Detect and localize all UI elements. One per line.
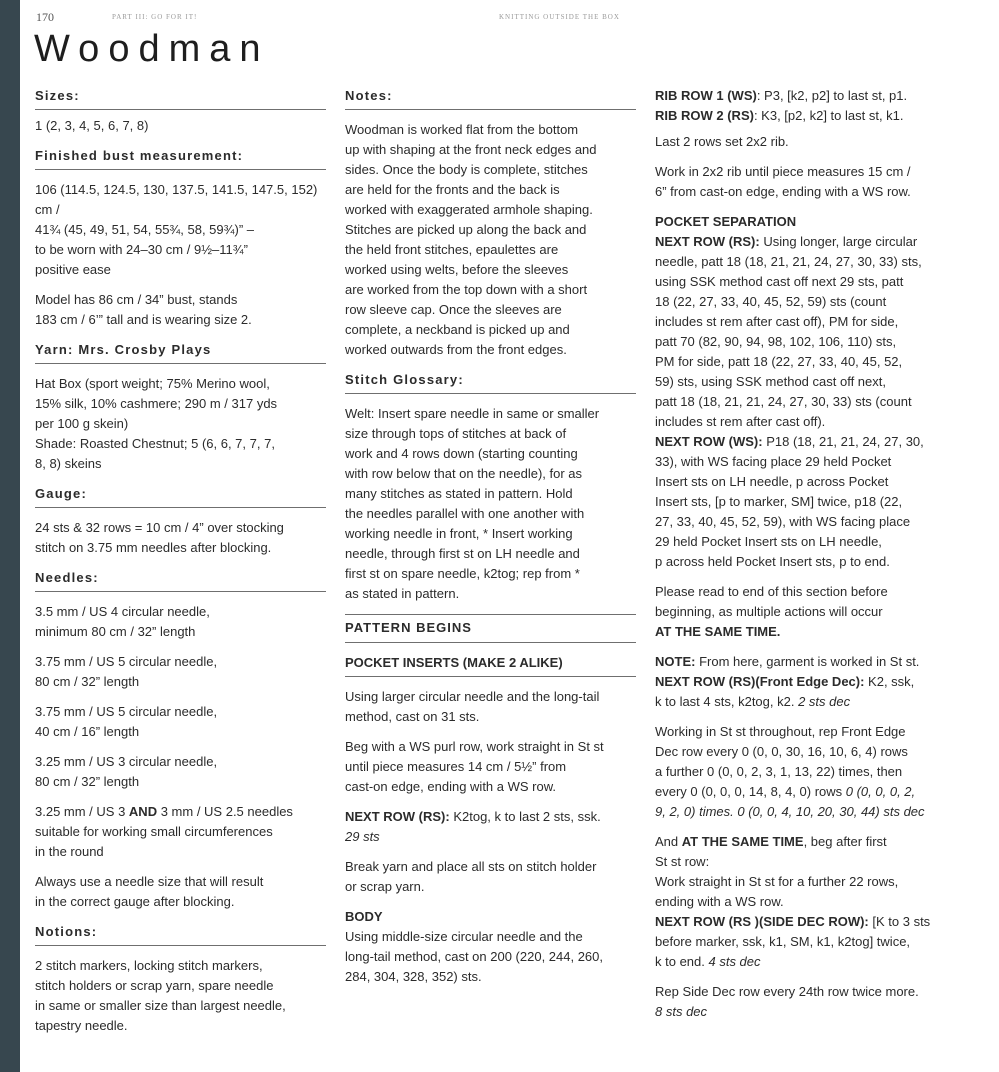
stitch-count: 2 sts dec bbox=[798, 694, 851, 709]
notions-section bbox=[35, 922, 326, 1036]
text-line: patt 18 (18, 21, 21, 24, 27, 30, 33) sts (count bbox=[655, 394, 912, 409]
text-fragment: P18 (18, 21, 21, 24, 27, 30, bbox=[762, 434, 924, 449]
text-line: Hat Box (sport weight; 75% Merino wool, bbox=[35, 376, 270, 391]
text-line: 106 (114.5, 124.5, 130, 137.5, 141.5, 147.5, 152) cm / bbox=[35, 182, 318, 217]
text-line: the needles parallel with one another with bbox=[345, 506, 585, 521]
text-line: 3.75 mm / US 5 circular needle, bbox=[35, 654, 218, 669]
text-line: 183 cm / 6’” tall and is wearing size 2. bbox=[35, 312, 252, 327]
text-line bbox=[345, 807, 636, 827]
text-line bbox=[655, 232, 949, 252]
text-line: 33), with WS facing place 29 held Pocket bbox=[655, 454, 892, 469]
text-line bbox=[35, 802, 326, 822]
text-line: Work straight in St st for a further 22 rows, bbox=[655, 874, 899, 889]
text-line: Please read to end of this section before bbox=[655, 584, 888, 599]
text-line: 284, 304, 328, 352) sts. bbox=[345, 969, 482, 984]
pattern-title: Woodman bbox=[34, 28, 270, 70]
text-line: 41¾ (45, 49, 51, 54, 55¾, 58, 59¾)” – bbox=[35, 222, 254, 237]
text-line: stitch holders or scrap yarn, spare needle bbox=[35, 978, 274, 993]
text-line: needle, patt 18 (18, 21, 21, 24, 27, 30, 33) sts, bbox=[655, 254, 922, 269]
text-line: size through tops of stitches at back of bbox=[345, 426, 567, 441]
text-fragment: K2, ssk, bbox=[864, 674, 915, 689]
text-line: as stated in pattern. bbox=[345, 586, 460, 601]
text-line: 24 sts & 32 rows = 10 cm / 4” over stocking bbox=[35, 520, 284, 535]
text-fragment: : K3, [p2, k2] to last st, k1. bbox=[753, 108, 904, 123]
row-label: NEXT ROW (RS )(SIDE DEC ROW): bbox=[655, 914, 869, 929]
row-label: NEXT ROW (WS): bbox=[655, 434, 763, 449]
text-line: first st on spare needle, k2tog; rep from * bbox=[345, 566, 580, 581]
stitch-count: 8 sts dec bbox=[655, 1004, 708, 1019]
text-fragment: Using longer, large circular bbox=[759, 234, 918, 249]
text-line: 80 cm / 32” length bbox=[35, 674, 140, 689]
text-line: are held for the fronts and the back is bbox=[345, 182, 560, 197]
text-line: Stitches are picked up along the back and bbox=[345, 222, 587, 237]
column-instructions-2 bbox=[655, 86, 949, 1032]
text-line: AT THE SAME TIME. bbox=[655, 624, 781, 639]
text-line bbox=[655, 672, 949, 692]
gauge-section bbox=[35, 484, 326, 558]
row-label: NEXT ROW (RS): bbox=[655, 234, 760, 249]
text-line: 15% silk, 10% cashmere; 290 m / 317 yds bbox=[35, 396, 278, 411]
running-header-book: KNITTING OUTSIDE THE BOX bbox=[499, 13, 620, 21]
text-line bbox=[655, 106, 949, 126]
sizes-text: 1 (2, 3, 4, 5, 6, 7, 8) bbox=[35, 118, 149, 133]
column-instructions-1 bbox=[345, 86, 636, 987]
text-fragment: From here, garment is worked in St st. bbox=[695, 654, 920, 669]
notes-heading: Notes: bbox=[345, 86, 636, 110]
text-line: 29 held Pocket Insert sts on LH needle, bbox=[655, 534, 882, 549]
text-line: long-tail method, cast on 200 (220, 244, 260, bbox=[345, 949, 604, 964]
stitch-count: 29 sts bbox=[345, 829, 380, 844]
text-fragment: k to last 4 sts, k2tog, k2. bbox=[655, 694, 799, 709]
text-line: Using larger circular needle and the long-tail bbox=[345, 689, 600, 704]
glossary-heading: Stitch Glossary: bbox=[345, 370, 636, 394]
needles-section bbox=[35, 568, 326, 912]
bust-section bbox=[35, 146, 326, 330]
needles-heading: Needles: bbox=[35, 568, 326, 592]
text-line bbox=[655, 782, 949, 802]
text-line: 59) sts, using SSK method cast off next, bbox=[655, 374, 886, 389]
page-number: 170 bbox=[36, 10, 54, 24]
row-label: RIB ROW 1 (WS) bbox=[655, 88, 757, 103]
text-line: 9, 2, 0) times. 0 (0, 0, 4, 10, 20, 30, 44) sts dec bbox=[655, 804, 925, 819]
text-line: in the round bbox=[35, 844, 104, 859]
text-line: using SSK method cast off next 29 sts, patt bbox=[655, 274, 904, 289]
pocket-separation-section bbox=[655, 212, 949, 572]
text-line: Dec row every 0 (0, 0, 30, 16, 10, 6, 4) rows bbox=[655, 744, 908, 759]
text-line: Insert sts, [p to marker, SM] twice, p18 (22, bbox=[655, 494, 903, 509]
sizes-heading: Sizes: bbox=[35, 86, 326, 110]
text-line: Break yarn and place all sts on stitch holder bbox=[345, 859, 597, 874]
text-line: p across held Pocket Insert sts, p to end. bbox=[655, 554, 890, 569]
text-fragment: every 0 (0, 0, 0, 14, 8, 4, 0) rows bbox=[655, 784, 846, 799]
text-fragment: 3.25 mm / US 3 bbox=[35, 804, 129, 819]
yarn-heading: Yarn: Mrs. Crosby Plays bbox=[35, 340, 326, 364]
row-label: RIB ROW 2 (RS) bbox=[655, 108, 754, 123]
text-fragment: k to end. bbox=[655, 954, 709, 969]
text-line: stitch on 3.75 mm needles after blocking. bbox=[35, 540, 272, 555]
text-line: Welt: Insert spare needle in same or smaller bbox=[345, 406, 600, 421]
text-line: patt 70 (82, 90, 94, 98, 102, 106, 110) sts, bbox=[655, 334, 897, 349]
notes-section bbox=[345, 86, 636, 360]
book-spine-bar bbox=[0, 0, 20, 1072]
text-line: suitable for working small circumferences bbox=[35, 824, 273, 839]
text-line: Working in St st throughout, rep Front Edge bbox=[655, 724, 906, 739]
text-fragment: 3 mm / US 2.5 needles bbox=[157, 804, 293, 819]
notions-heading: Notions: bbox=[35, 922, 326, 946]
text-line: minimum 80 cm / 32” length bbox=[35, 624, 196, 639]
rib-set-text: Last 2 rows set 2x2 rib. bbox=[655, 134, 789, 149]
pocket-inserts-heading: POCKET INSERTS (MAKE 2 ALIKE) bbox=[345, 653, 636, 677]
text-line: with row below that on the needle), for as bbox=[345, 466, 583, 481]
text-line bbox=[655, 832, 949, 852]
text-fragment: K2tog, k to last 2 sts, ssk. bbox=[449, 809, 601, 824]
body-heading: BODY bbox=[345, 909, 383, 924]
text-line: Insert sts on LH needle, p across Pocket bbox=[655, 474, 889, 489]
pocket-separation-heading: POCKET SEPARATION bbox=[655, 214, 797, 229]
text-line: 8, 8) skeins bbox=[35, 456, 102, 471]
text-line bbox=[655, 652, 949, 672]
text-line: worked using welts, before the sleeves bbox=[345, 262, 569, 277]
text-fragment: 0 (0, 0, 0, 2, bbox=[845, 784, 916, 799]
text-line: 2 stitch markers, locking stitch markers, bbox=[35, 958, 263, 973]
text-line: Woodman is worked flat from the bottom bbox=[345, 122, 579, 137]
text-fragment: : P3, [k2, p2] to last st, p1. bbox=[756, 88, 908, 103]
text-line: 3.5 mm / US 4 circular needle, bbox=[35, 604, 210, 619]
text-fragment: , beg after first bbox=[803, 834, 887, 849]
text-line: 80 cm / 32” length bbox=[35, 774, 140, 789]
bust-heading: Finished bust measurement: bbox=[35, 146, 326, 170]
text-line: working needle in front, * Insert working bbox=[345, 526, 573, 541]
text-line: includes st rem after cast off), PM for side, bbox=[655, 314, 899, 329]
text-fragment: And bbox=[655, 834, 682, 849]
text-line: Shade: Roasted Chestnut; 5 (6, 6, 7, 7, 7, bbox=[35, 436, 275, 451]
running-header-part: PART III: GO FOR IT! bbox=[112, 13, 198, 21]
text-line: worked outwards from the front edges. bbox=[345, 342, 567, 357]
note-label: NOTE: bbox=[655, 654, 696, 669]
text-line: ending with a WS row. bbox=[655, 894, 784, 909]
text-line: 3.75 mm / US 5 circular needle, bbox=[35, 704, 218, 719]
text-line bbox=[655, 912, 949, 932]
text-line: in same or smaller size than largest needle, bbox=[35, 998, 286, 1013]
text-line: 6” from cast-on edge, ending with a WS row. bbox=[655, 184, 911, 199]
text-line: needle, through first st on LH needle and bbox=[345, 546, 580, 561]
text-line: cast-on edge, ending with a WS row. bbox=[345, 779, 557, 794]
text-line: Beg with a WS purl row, work straight in St st bbox=[345, 739, 604, 754]
sizes-section bbox=[35, 86, 326, 136]
glossary-section bbox=[345, 370, 636, 604]
text-line: St st row: bbox=[655, 854, 710, 869]
text-line: worked with exaggerated armhole shaping. bbox=[345, 202, 593, 217]
text-line: Model has 86 cm / 34” bust, stands bbox=[35, 292, 238, 307]
text-line: 27, 33, 40, 45, 52, 59), with WS facing place bbox=[655, 514, 911, 529]
text-fragment: [K to 3 sts bbox=[868, 914, 931, 929]
yarn-section bbox=[35, 340, 326, 474]
text-line: Always use a needle size that will result bbox=[35, 874, 264, 889]
stitch-count: 4 sts dec bbox=[708, 954, 761, 969]
pattern-begins-heading: PATTERN BEGINS bbox=[345, 614, 636, 643]
text-line bbox=[655, 952, 949, 972]
text-line: a further 0 (0, 0, 2, 3, 1, 13, 22) times, then bbox=[655, 764, 903, 779]
text-line: Rep Side Dec row every 24th row twice more. bbox=[655, 984, 919, 999]
text-line bbox=[655, 86, 949, 106]
text-line: 18 (22, 27, 33, 40, 45, 52, 59) sts (count bbox=[655, 294, 887, 309]
text-line: before marker, ssk, k1, SM, k1, k2tog] twice, bbox=[655, 934, 911, 949]
row-label: NEXT ROW (RS): bbox=[345, 809, 450, 824]
emphasis-same-time: AT THE SAME TIME bbox=[681, 834, 804, 849]
text-line: up with shaping at the front neck edges and bbox=[345, 142, 597, 157]
gauge-heading: Gauge: bbox=[35, 484, 326, 508]
text-line: includes st rem after cast off). bbox=[655, 414, 826, 429]
text-line: or scrap yarn. bbox=[345, 879, 425, 894]
text-line: many stitches as stated in pattern. Hold bbox=[345, 486, 573, 501]
text-line: to be worn with 24–30 cm / 9½–11¾” bbox=[35, 242, 248, 257]
text-line: tapestry needle. bbox=[35, 1018, 128, 1033]
text-line: in the correct gauge after blocking. bbox=[35, 894, 235, 909]
text-line: the held front stitches, epaulettes are bbox=[345, 242, 559, 257]
text-line: per 100 g skein) bbox=[35, 416, 129, 431]
text-line: positive ease bbox=[35, 262, 111, 277]
text-line: complete, a neckband is picked up and bbox=[345, 322, 570, 337]
text-line bbox=[655, 432, 949, 452]
text-line: beginning, as multiple actions will occur bbox=[655, 604, 883, 619]
text-line: Work in 2x2 rib until piece measures 15 cm / bbox=[655, 164, 911, 179]
text-line: until piece measures 14 cm / 5½” from bbox=[345, 759, 567, 774]
text-line bbox=[655, 692, 949, 712]
text-line: are worked from the top down with a short bbox=[345, 282, 588, 297]
text-line: method, cast on 31 sts. bbox=[345, 709, 480, 724]
row-label: NEXT ROW (RS)(Front Edge Dec): bbox=[655, 674, 865, 689]
body-section bbox=[345, 907, 636, 987]
text-line: PM for side, patt 18 (22, 27, 33, 40, 45, 52, bbox=[655, 354, 903, 369]
rib-rows bbox=[655, 86, 949, 126]
emphasis-and: AND bbox=[128, 804, 158, 819]
text-line: 40 cm / 16” length bbox=[35, 724, 140, 739]
text-line: Using middle-size circular needle and the bbox=[345, 929, 583, 944]
text-line: sides. Once the body is complete, stitches bbox=[345, 162, 588, 177]
text-line: row sleeve cap. Once the sleeves are bbox=[345, 302, 562, 317]
text-line: work and 4 rows down (starting counting bbox=[345, 446, 578, 461]
text-line: 3.25 mm / US 3 circular needle, bbox=[35, 754, 218, 769]
column-materials bbox=[35, 86, 326, 1046]
